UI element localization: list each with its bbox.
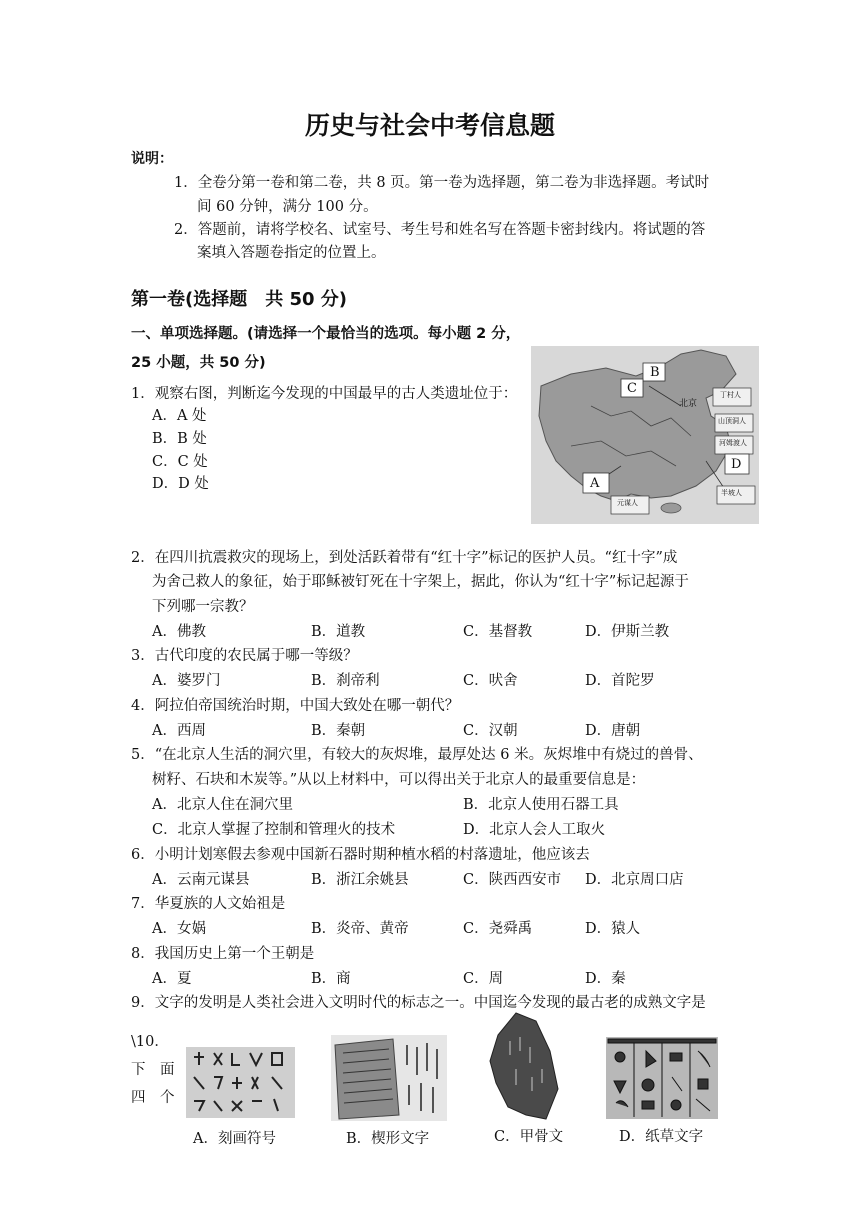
note-1-line-1: 1．全卷分第一卷和第二卷，共 8 页。第一卷为选择题，第二卷为非选择题。考试时: [174, 175, 710, 191]
map-label-beijing: 北京: [679, 399, 698, 409]
q3-option-b: B．刹帝利: [311, 673, 380, 689]
q7-option-b: B．炎帝、黄帝: [311, 921, 409, 937]
q8-option-c: C．周: [463, 971, 504, 987]
section-heading: 第一卷(选择题 共 50 分): [131, 289, 348, 310]
question-10-line-3: 四 个: [131, 1090, 175, 1106]
q8-option-d: D．秦: [585, 971, 626, 987]
q3-option-a: A．婆罗门: [152, 673, 221, 689]
oracle-bone-image: [486, 1011, 562, 1123]
script-caption-b: B．楔形文字: [346, 1131, 430, 1147]
q6-option-d: D．北京周口店: [585, 872, 684, 888]
q8-option-b: B．商: [311, 971, 351, 987]
map-box-4: 元谋人: [617, 499, 638, 507]
question-4-stem: 4．阿拉伯帝国统治时期，中国大致处在哪一朝代？: [131, 698, 460, 714]
question-5-line-2: 树籽、石块和木炭等。”从以上材料中，可以得出关于北京人的最重要信息是：: [152, 772, 646, 788]
question-2-line-2: 为舍己救人的象征，始于耶稣被钉死在十字架上，据此，你认为“红十字”标记起源于: [152, 574, 689, 590]
question-5-line-1: 5．“在北京人生活的洞穴里，有较大的灰烬堆，最厚处达 6 米。灰烬堆中有烧过的兽骨、: [131, 747, 703, 763]
map-box-2: 山顶洞人: [718, 417, 746, 425]
q4-option-c: C．汉朝: [463, 723, 518, 739]
script-caption-c: C．甲骨文: [494, 1129, 564, 1145]
question-9-stem: 9．文字的发明是人类社会进入文明时代的标志之一。中国迄今发现的最古老的成熟文字是: [131, 995, 706, 1011]
q4-option-a: A．西周: [152, 723, 206, 739]
question-10-line-1: \10．: [131, 1034, 169, 1050]
q2-option-d: D．伊斯兰教: [585, 624, 670, 640]
q4-option-d: D．唐朝: [585, 723, 641, 739]
script-caption-d: D．纸草文字: [619, 1129, 704, 1145]
question-7-stem: 7．华夏族的人文始祖是: [131, 896, 286, 912]
q3-option-c: C．吠舍: [463, 673, 518, 689]
map-label-d: D: [731, 457, 742, 472]
q7-option-c: C．尧舜禹: [463, 921, 533, 937]
q7-option-d: D．猿人: [585, 921, 641, 937]
q5-option-b: B．北京人使用石器工具: [463, 797, 619, 813]
script-caption-a: A．刻画符号: [193, 1131, 276, 1147]
part-instructions-line-1: 一、单项选择题。(请选择一个最恰当的选项。每小题 2 分，: [131, 326, 521, 342]
question-2-line-3: 下列哪一宗教？: [152, 599, 254, 615]
map-box-5: 半坡人: [721, 489, 742, 497]
q1-option-d: D．D 处: [152, 476, 209, 492]
q8-option-a: A．夏: [152, 971, 192, 987]
note-2-line-1: 2．答题前，请将学校名、试室号、考生号和姓名写在答题卡密封线内。将试题的答: [174, 222, 706, 238]
map-label-a: A: [590, 476, 600, 491]
q2-option-a: A．佛教: [152, 624, 206, 640]
question-6-stem: 6．小明计划寒假去参观中国新石器时期种植水稻的村落遗址，他应该去: [131, 847, 590, 863]
note-2-line-2: 案填入答题卷指定的位置上。: [197, 245, 386, 261]
question-8-stem: 8．我国历史上第一个王朝是: [131, 946, 315, 962]
question-1-stem: 1．观察右图，判断迄今发现的中国最早的古人类遗址位于：: [131, 386, 518, 402]
q6-option-b: B．浙江余姚县: [311, 872, 409, 888]
q1-option-c: C．C 处: [152, 454, 208, 470]
q6-option-c: C．陕西西安市: [463, 872, 562, 888]
papyrus-script-image: [606, 1037, 718, 1119]
notes-label: 说明：: [131, 151, 173, 167]
q2-option-c: C．基督教: [463, 624, 533, 640]
cuneiform-image: [331, 1035, 447, 1121]
q4-option-b: B．秦朝: [311, 723, 366, 739]
incised-symbols-image: [186, 1047, 295, 1118]
question-2-line-1: 2．在四川抗震救灾的现场上，到处活跃着带有“红十字”标记的医护人员。“红十字”成: [131, 550, 678, 566]
note-1-line-2: 间 60 分钟，满分 100 分。: [197, 199, 378, 215]
q3-option-d: D．首陀罗: [585, 673, 655, 689]
q5-option-a: A．北京人住在洞穴里: [152, 797, 293, 813]
question-3-stem: 3．古代印度的农民属于哪一等级？: [131, 648, 358, 664]
q5-option-c: C．北京人掌握了控制和管理火的技术: [152, 822, 396, 838]
q5-option-d: D．北京人会人工取火: [463, 822, 606, 838]
q7-option-a: A．女娲: [152, 921, 206, 937]
china-map-image: [531, 346, 759, 524]
q2-option-b: B．道教: [311, 624, 366, 640]
question-10-line-2: 下 面: [131, 1062, 175, 1078]
map-label-b: B: [650, 365, 660, 380]
part-instructions-line-2: 25 小题，共 50 分): [131, 355, 266, 371]
q6-option-a: A．云南元谋县: [152, 872, 250, 888]
q1-option-b: B．B 处: [152, 431, 207, 447]
map-box-1: 丁村人: [720, 391, 741, 399]
map-box-3: 河姆渡人: [719, 439, 747, 447]
page-title: 历史与社会中考信息题: [304, 111, 555, 140]
q1-option-a: A．A 处: [152, 408, 207, 424]
map-label-c: C: [627, 381, 637, 396]
